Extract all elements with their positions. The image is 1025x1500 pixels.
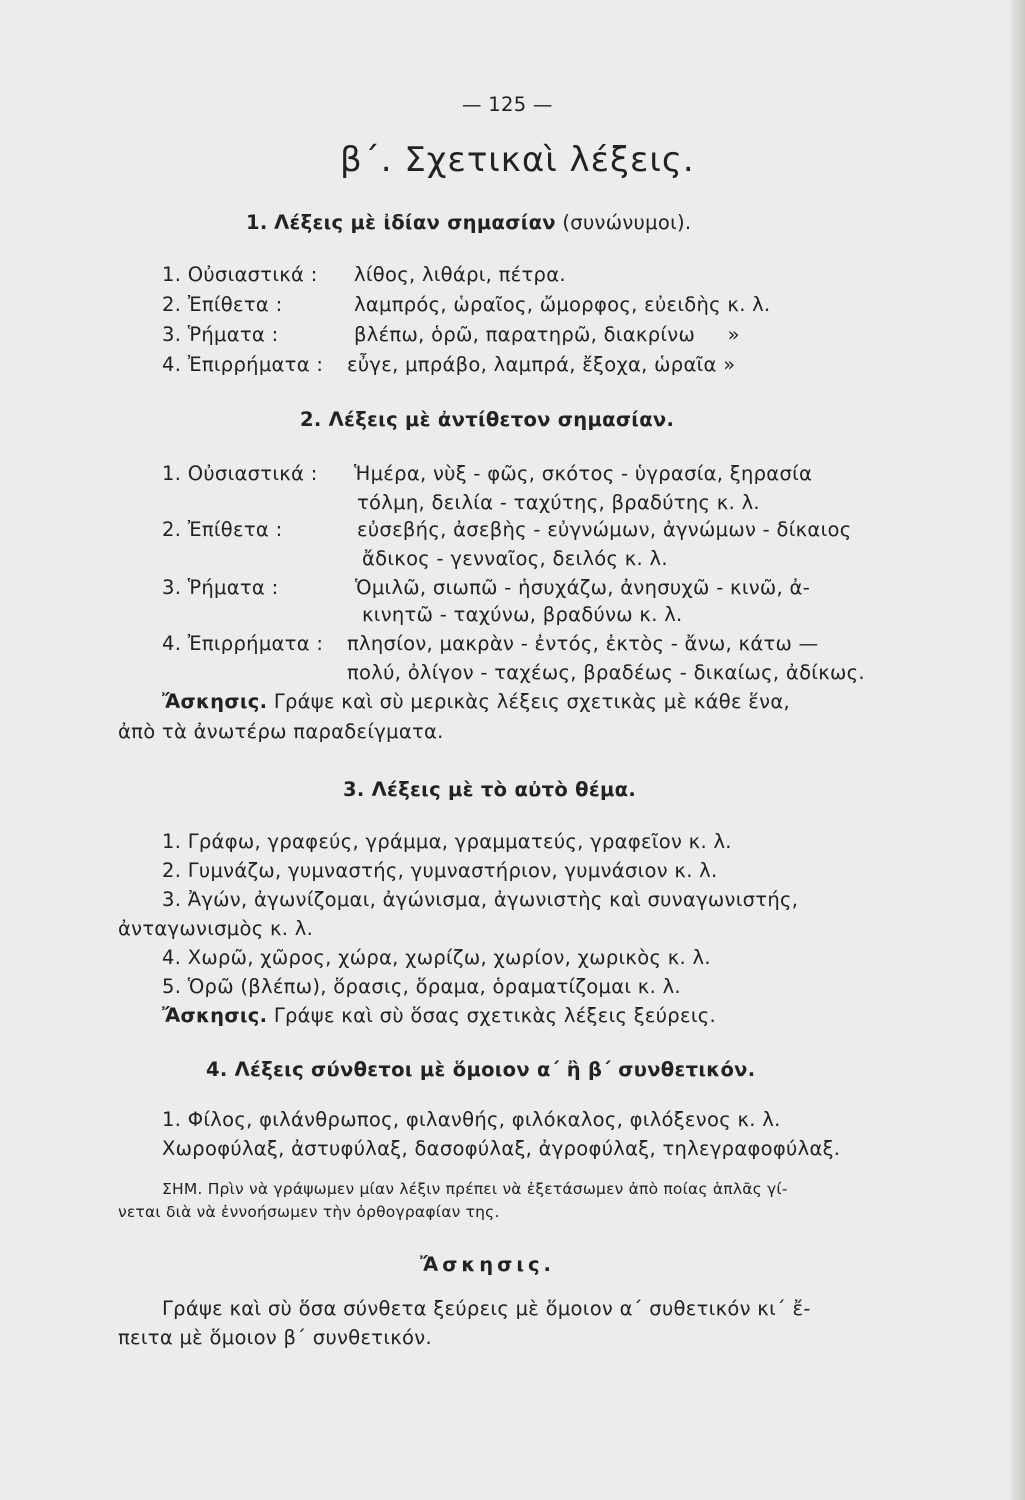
s1-row-4-text: εὖγε, μπράβο, λαμπρά, ἔξοχα, ὡραῖα » (347, 353, 736, 376)
s2-exercise-text: Γράψε καὶ σὺ μερικὰς λέξεις σχετικὰς μὲ κάθε ἕνα, (273, 690, 790, 713)
section-2-heading: 2. Λέξεις μὲ ἀντίθετον σημασίαν. (300, 408, 675, 431)
s3-exercise (162, 1004, 716, 1027)
page-title: β΄. Σχετικαὶ λέξεις. (340, 140, 695, 180)
section-1-paren: (συνώνυμοι). (562, 211, 692, 234)
s1-row-1-label: 1. Οὐσιαστικά : (162, 263, 318, 286)
s2-row-4-text-a: πλησίον, μακρὰν - ἐντός, ἐκτὸς - ἄνω, κάτω — (347, 632, 819, 655)
s4-note-label: ΣΗΜ. (162, 1180, 203, 1198)
s3-line-5: 5. Ὁρῶ (βλέπω), ὅρασις, ὅραμα, ὁραματίζομαι κ. λ. (162, 975, 681, 998)
s1-row-1-text: λίθος, λιθάρι, πέτρα. (354, 263, 566, 286)
s2-row-1-text-b: τόλμη, δειλία - ταχύτης, βραδύτης κ. λ. (357, 491, 760, 514)
s1-row-4-label: 4. Ἐπιρρήματα : (162, 353, 324, 376)
s2-row-2-label: 2. Ἐπίθετα : (162, 518, 283, 541)
s2-row-4-label: 4. Ἐπιρρήματα : (162, 632, 324, 655)
s2-row-3-text-b: κινητῶ - ταχύνω, βραδύνω κ. λ. (362, 603, 683, 626)
s1-row-3-label: 3. Ῥήματα : (162, 323, 279, 346)
page-edge (1011, 0, 1025, 1500)
s4-line-1: 1. Φίλος, φιλάνθρωπος, φιλανθής, φιλόκαλος, φιλόξενος κ. λ. (162, 1108, 781, 1131)
s3-exercise-text: Γράψε καὶ σὺ ὅσας σχετικὰς λέξεις ξεύρεις. (273, 1004, 716, 1027)
s1-row-3-text: βλέπω, ὁρῶ, παρατηρῶ, διακρίνω » (354, 323, 740, 346)
s3-line-4: 4. Χωρῶ, χῶρος, χώρα, χωρίζω, χωρίον, χωρικὸς κ. λ. (162, 946, 711, 969)
s3-exercise-label: Ἄσκησις. (162, 1004, 268, 1027)
s2-row-2-text-a: εὐσεβής, ἀσεβὴς - εὐγνώμων, ἀγνώμων - δίκαιος (357, 518, 852, 541)
s3-line-2: 2. Γυμνάζω, γυμναστής, γυμναστήριον, γυμνάσιον κ. λ. (162, 859, 718, 882)
s2-row-1-text-a: Ἡμέρα, νὺξ - φῶς, σκότος - ὑγρασία, ξηρασία (354, 462, 813, 485)
s4-line-2: Χωροφύλαξ, ἀστυφύλαξ, δασοφύλαξ, ἀγροφύλαξ, τηλεγραφοφύλαξ. (162, 1137, 841, 1160)
section-1-title: Λέξεις μὲ ἰδίαν σημασίαν (274, 211, 556, 234)
s2-row-3-label: 3. Ῥήματα : (162, 576, 279, 599)
s2-exercise-label: Ἄσκησις. (162, 690, 268, 713)
s2-exercise-text-2: ἀπὸ τὰ ἀνωτέρω παραδείγματα. (118, 720, 444, 743)
page-number: — 125 — (462, 93, 553, 116)
s2-row-3-text-a: Ὁμιλῶ, σιωπῶ - ἡσυχάζω, ἀνησυχῶ - κινῶ, ἀ- (355, 576, 811, 599)
s2-exercise (162, 690, 790, 713)
s1-row-2-label: 2. Ἐπίθετα : (162, 293, 283, 316)
s4-exercise-text-2: πειτα μὲ ὅμοιον β΄ συνθετικόν. (118, 1326, 432, 1349)
s3-line-3a: 3. Ἀγών, ἀγωνίζομαι, ἀγώνισμα, ἀγωνιστὴς καὶ συναγωνιστής, (162, 888, 799, 911)
section-4-heading: 4. Λέξεις σύνθετοι μὲ ὅμοιον α΄ ἢ β΄ συνθετικόν. (206, 1058, 756, 1081)
s4-exercise-text-1: Γράψε καὶ σὺ ὅσα σύνθετα ξεύρεις μὲ ὅμοιον α΄ συθετικόν κι΄ ἔ- (162, 1297, 811, 1320)
s3-line-3b: ἀνταγωνισμὸς κ. λ. (118, 917, 314, 940)
s3-line-1: 1. Γράφω, γραφεύς, γράμμα, γραμματεύς, γραφεῖον κ. λ. (162, 830, 732, 853)
section-1-heading (246, 211, 691, 234)
s4-exercise-heading: Ἄσκησις. (420, 1253, 555, 1276)
section-1-number: 1. (246, 211, 268, 234)
s2-row-1-label: 1. Οὐσιαστικά : (162, 462, 318, 485)
s4-note (162, 1180, 788, 1198)
s2-row-4-text-b: πολύ, ὀλίγον - ταχέως, βραδέως - δικαίως, ἀδίκως. (347, 661, 865, 684)
s1-row-2-text: λαμπρός, ὡραῖος, ὤμορφος, εὐειδὴς κ. λ. (354, 293, 771, 316)
s4-note-text-2: νεται διὰ νὰ ἐννοήσωμεν τὴν ὀρθογραφίαν της. (118, 1203, 500, 1221)
s4-note-text-1: Πρὶν νὰ γράψωμεν μίαν λέξιν πρέπει νὰ ἐξετάσωμεν ἀπὸ ποίας ἁπλᾶς γί- (207, 1180, 788, 1198)
section-3-heading: 3. Λέξεις μὲ τὸ αὐτὸ θέμα. (343, 778, 637, 801)
s2-row-2-text-b: ἄδικος - γενναῖος, δειλός κ. λ. (362, 547, 668, 570)
